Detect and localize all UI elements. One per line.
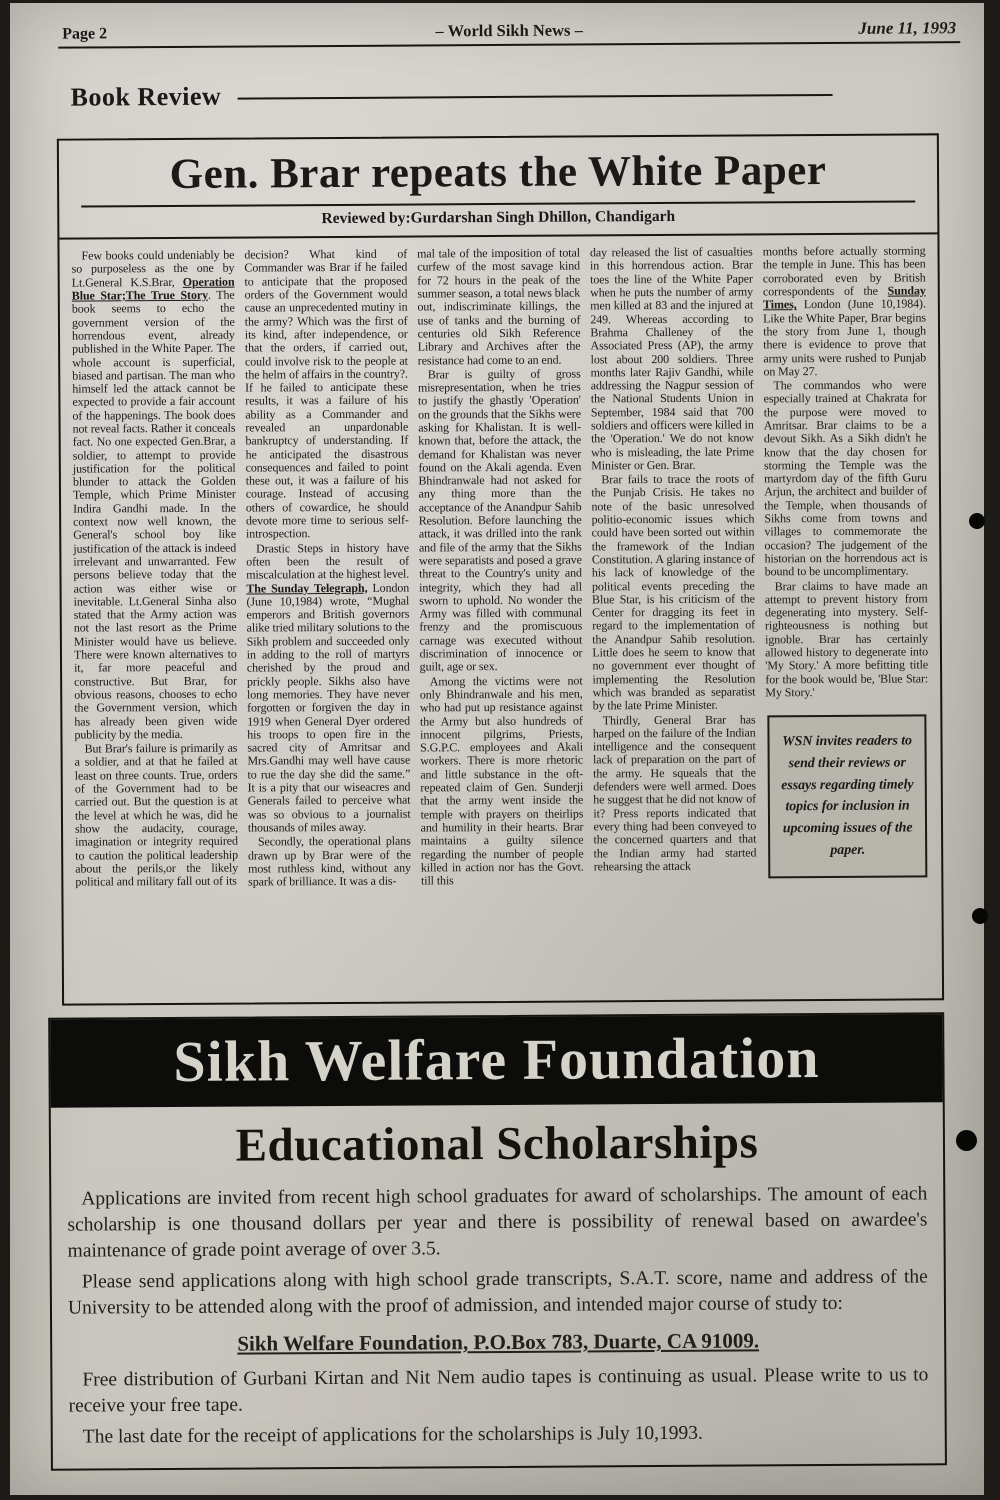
ad-paragraph: Please send applications along with high school grade transcripts, S.A.T. score, name and address of the University to be attended along with the proof of admission, and intended major course of study to: <box>67 1266 928 1319</box>
ad-subtitle: Educational Scholarships <box>235 1116 759 1172</box>
column-3 <box>417 247 584 1002</box>
book-review-article <box>57 133 944 1006</box>
article-title: Gen. Brar repeats the White Paper <box>169 146 827 199</box>
column-2 <box>244 248 411 1003</box>
paragraph: mal tale of the imposition of total curfew of the most savage kind for 72 hours in the peak of the summer season, a total news black out, indiscriminate killings, the use of tanks and the burning of centuries old Sikh Reference Library and Archives after the resistance had come to an end. <box>417 245 581 368</box>
paragraph: But Brar's failure is primarily as a soldier, and at that he failed at least on three counts. True, orders of the Government had to be carried out. But the question is at the level at which he was, did he show the audacity, courage, imagination or integrity required to caution the political leadership about the perils,or the likely political and military fall out of its <box>74 740 239 889</box>
text-run: Drastic Steps in history have often been the result of miscalculation at the highest level. <box>246 540 410 582</box>
column-1 <box>71 249 238 1004</box>
ad-paragraph: Free distribution of Gurbani Kirtan and Nit Nem audio tapes is continuing as usual. Please write to us to receive your free tape. <box>68 1364 929 1417</box>
page-content <box>10 3 984 1471</box>
section-heading-row <box>70 78 832 113</box>
hole-punch <box>969 513 985 529</box>
text-run: London (June 10,1984). Like the White Paper, Brar begins the story from June 1, though there is evidence to prove that army units were rushed to Punjab on May 27. <box>763 296 927 379</box>
page-number: Page 2 <box>62 25 108 43</box>
paragraph <box>246 541 411 835</box>
wsn-invitation-box <box>768 715 928 879</box>
page-header <box>54 14 962 44</box>
paragraph: Brar claims to have made an attempt to prevent history from degenerating into mystery. Self-righteousness is nothing but ignoble. Brar has certainly allowed history to degenerate into 'My Story.' A more befitting title for the book would be, 'Blue Star: My Story.' <box>764 577 929 700</box>
article-columns <box>59 234 942 1003</box>
paragraph: day released the list of casualties in this horrendous action. Brar toes the line of the White Paper when he puts the number of army men killed at 83 and the injured at 249. Whereas according to Brahma Challeney of the Associated Press (AP), the army lost about 200 soldiers. Three months later Rajiv Gandhi, while addressing the Nagpur session of the National Students Union in September, 1984 said that 700 soldiers and officers were killed in the 'Operation.' We do not know who is misleading, the late Prime Minister or Gen. Brar. <box>589 244 754 473</box>
section-rule <box>237 94 832 100</box>
paragraph: Among the victims were not only Bhindranwale and his men, who had put up resistance against the Army but also hundreds of innocent pilgrims, Priests, S.G.P.C. employees and Akali workers. There is more rhetoric and little substance in the oft-repeated claim of Gen. Sunderji that the army went inside the temple with prayers on theirlips and humility in their hearts. Brar maintains a guilty silence regarding the number of people killed in action nor has the Govt. till this <box>419 673 584 888</box>
ad-paragraph: Applications are invited from recent high school graduates for award of scholarships. The amount of each scholarship is one thousand dollars per year and there is possibility of renewal based on awardee's maintenance of grade point average of over 3.5. <box>67 1183 928 1262</box>
scholarship-advertisement <box>48 1012 947 1471</box>
text-run: months before actually storming the temple in June. This has been corroborated even by British correspondents of the <box>762 243 926 299</box>
paragraph: The commandos who were especially trained at Chakrata for the purpose were moved to Amritsar. Brar claims to be a devout Sikh. As a Sikh didn't he know that the day chosen for storming the Temple was the martyrdom day of the fifth Guru Arjun, the architect and builder of the Temple, when thousands of Sikhs come from towns and villages to commemorate the occasion? The judgement of the historian on the horrendous act is bound to be uncomplimentary. <box>763 377 928 579</box>
paragraph: decision? What kind of Commander was Brar if he failed to anticipate that the proposed orders of the Government would cause an unprecedented mutiny in the army? Which was the first of its kind, after independence, or that the orders, if carried out, could involve risk to the people at the helm of affairs in the country?. If he failed to anticipate these results, it was a failure of his ability as a Commander and revealed an unpardonable bankruptcy of understanding. If he anticipated the disastrous consequences and failed to point these out, it was a failure of his courage. Instead of accusing others of cowardice, he should devote more time to serious self-introspection. <box>244 246 409 541</box>
text-run: Few books could undeniably be so purposeless as the one by Lt.General K.S.Brar, <box>71 247 235 290</box>
hole-punch <box>972 908 988 924</box>
book-title-emphasis: Operation Blue Star;The True Story <box>71 274 235 303</box>
publication-emphasis: Sunday Times, <box>762 283 926 312</box>
paragraph: Brar fails to trace the roots of the Punjab Crisis. He takes no note of the basic unresolved politio-economic issues which could have been sorted out within the framework of the Indian Constitution. A glaring instance of his lack of knowledge of the political events preceding the Blue Star, is his criticism of the Center for dragging its feet in regard to the implementation of the Anandpur Sahib resolution. Little does he seem to know that no government ever thought of implementing the Resolution which was branded as separatist by the late Prime Minister. <box>591 471 756 713</box>
text-run: London (June 10,1984) wrote, “Mughal emperors and British governors alike tried military solutions to the Sikh problem and succeeded only in adding to the roll of martyrs cherished by the proud and prickly people. Sikhs also have long memories. They have never forgotten or forgiven the day in 1919 when General Dyer ordered his troops to open fire in the sacred city of Amritsar and Mrs.Gandhi may well have cause to rue the day she did the same.” It is a pity that our wiseacres and Generals failed to perceive what was so obvious to a journalist thousands of miles away. <box>246 580 411 835</box>
paragraph: Thirdly, General Brar has harped on the failure of the Indian intelligence and the consequent lack of preparation on the part of the army. He squeals that the defenders were well armed. Does he suggest that he did not know of it? Press reports indicated that every thing had been conveyed to the concerned quarters and that the Indian army had started rehearsing the attack <box>592 711 757 874</box>
section-title: Book Review <box>70 81 222 112</box>
ad-mailing-address: Sikh Welfare Foundation, P.O.Box 783, Duarte, CA 91009. <box>237 1328 760 1356</box>
masthead-title: – World Sikh News – <box>435 20 583 41</box>
wsn-invitation-text: WSN invites readers to send their reviews or essays regarding timely topics for inclusion in upcoming issues of the paper. <box>781 733 914 858</box>
newspaper-page <box>10 3 984 1495</box>
ad-paragraph: The last date for the receipt of applications for the scholarships is July 10,1993. <box>82 1422 703 1448</box>
text-run: . The book seems to echo the government version of the horrendous event, already published in the White Paper. The whole account is superficial, biased and partisan. The man who himself led the attack cannot be expected to provide a fair account of the happenings. The book does not reveal facts. Rather it conceals fact. No one expected Gen.Brar, a soldier, to attempt to provide justification for the political blunder to attack the Golden Temple, which Prime Minister Indira Gandhi made. In the context now well known, the General's school boy like justification of the attack is indeed irrelevant and unwarranted. Few persons believe today that the action was either wise or inevitable. Lt.General Sinha also stated that the Army action was not the last resort as the Prime Minister would have us believe. There were known alternatives to it, far more peaceful and constructive. But Brar, for obvious reasons, chooses to echo the Government version, which has already been given wide publicity by the media. <box>71 287 238 742</box>
column-5 <box>763 245 930 1000</box>
column-4 <box>590 246 757 1001</box>
article-byline: Reviewed by:Gurdarshan Singh Dhillon, Chandigarh <box>59 202 937 239</box>
hole-punch <box>956 1130 977 1151</box>
paragraph <box>71 249 237 742</box>
paragraph <box>763 245 927 379</box>
ad-body <box>51 1172 945 1469</box>
paragraph: Secondly, the operational plans drawn up by Brar were of the most ruthless kind, without any spark of brilliance. It was a dis- <box>247 833 411 889</box>
ad-banner-title: Sikh Welfare Foundation <box>50 1014 943 1107</box>
paragraph: Brar is guilty of gross misrepresentation, when he tries to justify the ghastly 'Operation' on the grounds that the Sikhs were asking for Khalistan. It is well-known that, before the attack, the demand for Khalistan was never found on the Akali agenda. Even Bhindranwale had not asked for any thing more than the acceptance of the Anandpur Sahib Resolution. Before launching the attack, it was drilled into the rank and file of the army that the Sikhs were separatists and posed a grave threat to the Country's unity and integrity, which they had all sworn to uphold. No wonder the Army was filled with communal frenzy and the promiscuous carnage was executed without discrimination of innocence or guilt, age or sex. <box>417 366 583 674</box>
issue-date: June 11, 1993 <box>858 18 957 38</box>
publication-emphasis: The Sunday Telegraph, <box>246 580 368 596</box>
